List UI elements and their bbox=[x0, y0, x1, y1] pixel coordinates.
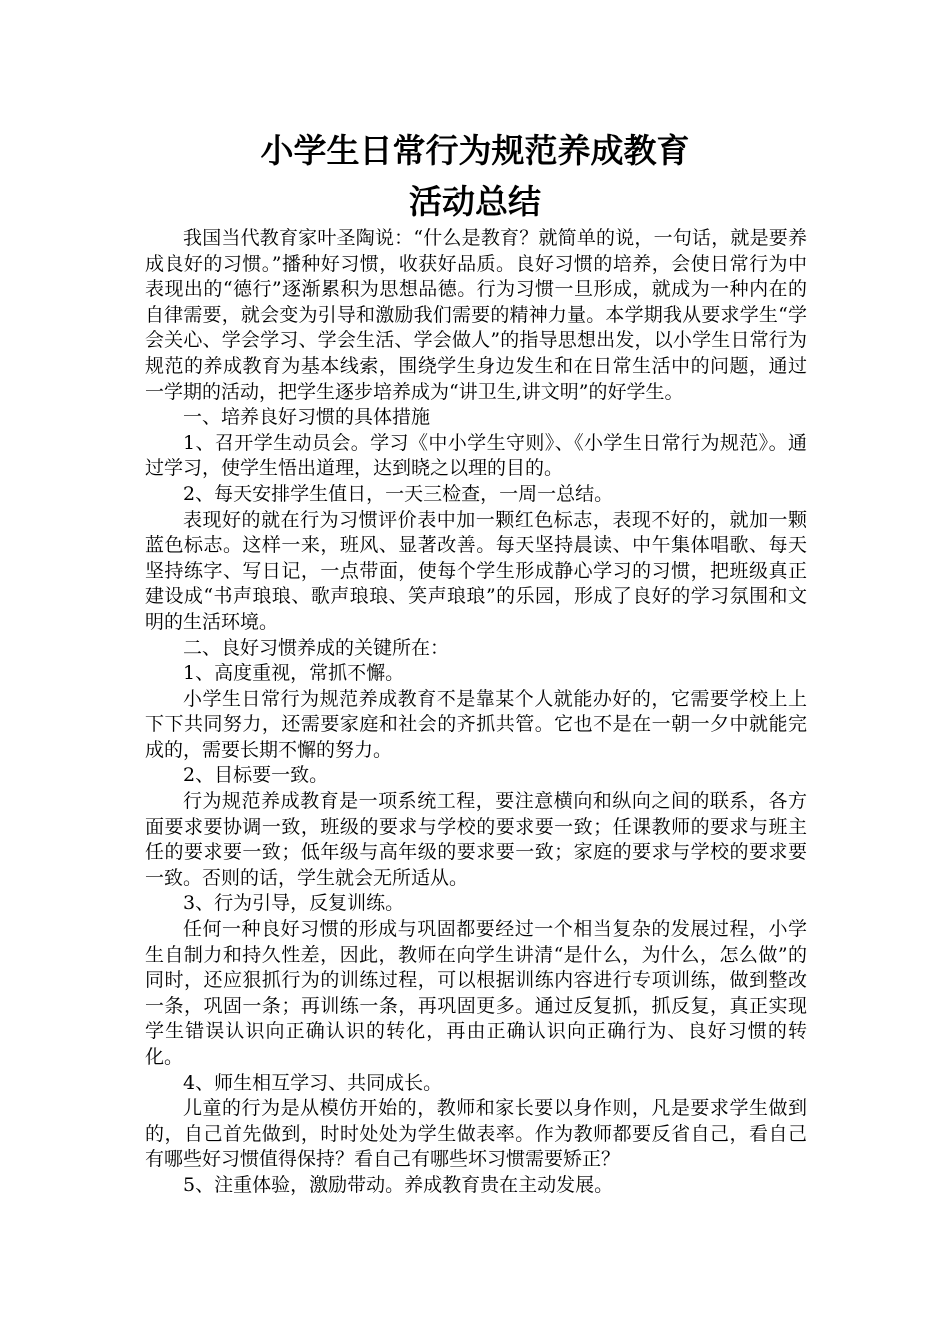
subheading-key-3: 3、行为引导，反复训练。 bbox=[183, 892, 405, 915]
paragraph-key-2: 行为规范养成教育是一项系统工程，要注意横向和纵向之间的联系，各方面要求要协调一致，班级的要求与学校的要求要一致；任课教师的要求与班主任的要求要一致；低年级与高年级的要求要一致；家庭的要求与学校的要求要一致。否则的话，学生就会无所适从。 bbox=[145, 790, 807, 889]
document-body bbox=[145, 226, 807, 1199]
subheading-key-5: 5、注重体验，激励带动。养成教育贵在主动发展。 bbox=[183, 1173, 614, 1196]
subheading-key-2: 2、目标要一致。 bbox=[183, 764, 329, 787]
subheading-key-4: 4、师生相互学习、共同成长。 bbox=[183, 1071, 443, 1094]
paragraph-intro: 我国当代教育家叶圣陶说：“什么是教育？就简单的说，一句话，就是要养成良好的习惯。”播种好习惯，收获好品质。良好习惯的培养，会使日常行为中表现出的“德行”逐渐累积为思想品德。行为习惯一旦形成，就成为一种内在的自律需要，就会变为引导和激励我们需要的精神力量。本学期我从要求学生“学会关心、学会学习、学会生活、学会做人”的指导思想出发，以小学生日常行为规范的养成教育为基本线索，围绕学生身边发生和在日常生活中的问题，通过一学期的活动，把学生逐步培养成为“讲卫生,讲文明”的好学生。 bbox=[145, 227, 807, 403]
paragraph-measure-2: 2、每天安排学生值日，一天三检查，一周一总结。 bbox=[183, 482, 614, 505]
subheading-key-1: 1、高度重视，常抓不懈。 bbox=[183, 662, 405, 685]
paragraph-measure-detail: 表现好的就在行为习惯评价表中加一颗红色标志，表现不好的，就加一颗蓝色标志。这样一来，班风、显著改善。每天坚持晨读、中午集体唱歌、每天坚持练字、写日记，一点带面，使每个学生形成静心学习的习惯，把班级真正建设成“书声琅琅、歌声琅琅、笑声琅琅”的乐园，形成了良好的学习氛围和文明的生活环境。 bbox=[145, 508, 807, 633]
paragraph-key-4: 儿童的行为是从模仿开始的，教师和家长要以身作则，凡是要求学生做到的，自己首先做到，时时处处为学生做表率。作为教师都要反省自己，看自己有哪些好习惯值得保持？看自己有哪些坏习惯需要矫正？ bbox=[145, 1097, 807, 1171]
paragraph-key-1: 小学生日常行为规范养成教育不是靠某个人就能办好的，它需要学校上上下下共同努力，还需要家庭和社会的齐抓共管。它也不是在一朝一夕中就能完成的，需要长期不懈的努力。 bbox=[145, 687, 807, 761]
section-heading-2: 二、良好习惯养成的关键所在： bbox=[183, 636, 450, 659]
document-title-line-1: 小学生日常行为规范养成教育 bbox=[260, 131, 690, 170]
paragraph-key-3: 任何一种良好习惯的形成与巩固都要经过一个相当复杂的发展过程，小学生自制力和持久性差，因此，教师在向学生讲清“是什么，为什么，怎么做”的同时，还应狠抓行为的训练过程，可以根据训练内容进行专项训练，做到整改一条，巩固一条；再训练一条，再巩固更多。通过反复抓，抓反复，真正实现学生错误认识向正确认识的转化，再由正确认识向正确行为、良好习惯的转化。 bbox=[145, 918, 807, 1068]
document-title-line-2: 活动总结 bbox=[409, 182, 541, 221]
section-heading-1: 一、培养良好习惯的具体措施 bbox=[183, 406, 431, 429]
paragraph-measure-1: 1、召开学生动员会。学习《中小学生守则》、《小学生日常行为规范》。通过学习，使学生悟出道理，达到晓之以理的目的。 bbox=[145, 431, 807, 480]
